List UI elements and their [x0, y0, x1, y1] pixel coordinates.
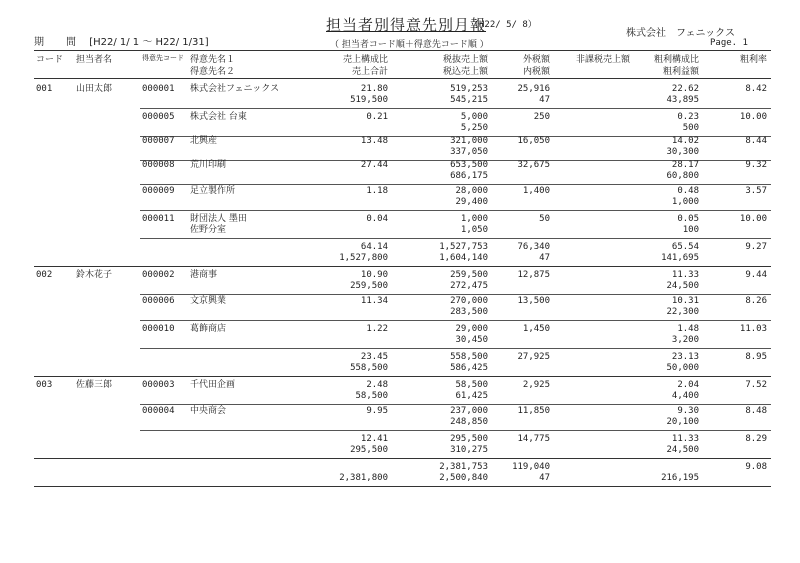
period-label: 期 間: [34, 37, 82, 48]
row-profit-ratio: 1.48: [677, 324, 699, 334]
col-header-ratio1: 売上構成比: [342, 55, 388, 65]
row-profit-rate: 10.00: [739, 112, 767, 122]
row-profit-ratio: 11.33: [671, 270, 699, 280]
subtotal-gross-profit: 50,000: [666, 363, 699, 373]
row-gross-sales: 283,500: [450, 307, 488, 317]
row-gross-profit: 1,000: [671, 197, 699, 207]
row-external-tax: 25,916: [517, 84, 550, 94]
row-gross-profit: 4,400: [671, 391, 699, 401]
row-external-tax: 1,400: [522, 186, 550, 196]
col-header-net2: 税込売上額: [442, 67, 488, 77]
row-profit-ratio: 22.62: [671, 84, 699, 94]
col-header-cost1: 粗利構成比: [653, 55, 699, 65]
customer-code: 000002: [142, 270, 175, 280]
customer-code: 000007: [142, 136, 175, 146]
header-top-rule: [34, 50, 771, 51]
row-divider: [140, 210, 771, 211]
row-net-sales: 1,000: [460, 214, 488, 224]
col-header-cust-name1: 得意先名１: [190, 55, 236, 65]
grand-total-net-sales: 2,381,753: [439, 462, 488, 472]
row-gross-profit: 20,100: [666, 417, 699, 427]
row-ratio: 11.34: [360, 296, 388, 306]
group-divider: [34, 376, 771, 377]
row-divider: [140, 348, 771, 349]
subtotal-net-sales: 1,527,753: [439, 242, 488, 252]
row-gross-profit: 43,895: [666, 95, 699, 105]
customer-code: 000003: [142, 380, 175, 390]
row-external-tax: 250: [533, 112, 550, 122]
row-divider: [140, 238, 771, 239]
col-header-ext2: 内税額: [522, 67, 550, 77]
row-ratio: 10.90: [360, 270, 388, 280]
customer-name: 葛飾商店: [190, 324, 227, 334]
subtotal-gross-sales: 1,604,140: [439, 253, 488, 263]
col-header-nontax: 非課税売上額: [575, 55, 630, 65]
col-header-staff: 担当者名: [76, 55, 113, 65]
subtotal-sales-total: 1,527,800: [339, 253, 388, 263]
row-divider: [140, 404, 771, 405]
row-external-tax: 50: [539, 214, 550, 224]
row-net-sales: 58,500: [455, 380, 488, 390]
period-range: [34, 33, 209, 48]
row-external-tax: 12,875: [517, 270, 550, 280]
subtotal-profit-rate: 8.29: [745, 434, 767, 444]
subtotal-external-tax: 76,340: [517, 242, 550, 252]
customer-name: 荒川印刷: [190, 160, 227, 170]
row-gross-profit: 500: [682, 123, 699, 133]
col-header-code: コード: [36, 55, 64, 65]
grand-total-external-tax: 119,040: [512, 462, 550, 472]
header-bottom-rule: [34, 78, 771, 79]
subtotal-sales-total: 558,500: [350, 363, 388, 373]
row-divider: [140, 430, 771, 431]
row-net-sales: 519,253: [450, 84, 488, 94]
row-profit-rate: 8.48: [745, 406, 767, 416]
row-profit-rate: 8.42: [745, 84, 767, 94]
row-ratio: 21.80: [360, 84, 388, 94]
customer-name: 財団法人 墨田: [190, 214, 247, 224]
customer-name: 文京興業: [190, 296, 227, 306]
row-internal-tax: 47: [539, 95, 550, 105]
subtotal-ratio: 23.45: [360, 352, 388, 362]
subtotal-net-sales: 558,500: [450, 352, 488, 362]
col-header-net1: 税抜売上額: [442, 55, 488, 65]
row-profit-ratio: 28.17: [671, 160, 699, 170]
grand-total-profit-rate: 9.08: [745, 462, 767, 472]
row-ratio: 1.22: [366, 324, 388, 334]
col-header-cost2: 粗利益額: [662, 67, 699, 77]
customer-code: 000010: [142, 324, 175, 334]
staff-code: 002: [36, 270, 53, 280]
customer-name: 港商事: [190, 270, 218, 280]
report-title: 担当者別得意先別月報: [326, 16, 487, 34]
row-divider: [140, 108, 771, 109]
row-ratio: 1.18: [366, 186, 388, 196]
subtotal-external-tax: 27,925: [517, 352, 550, 362]
row-gross-sales: 1,050: [460, 225, 488, 235]
col-header-rate: 粗利率: [739, 55, 767, 65]
subtotal-gross-sales: 310,275: [450, 445, 488, 455]
row-net-sales: 653,500: [450, 160, 488, 170]
customer-name: 足立製作所: [190, 186, 236, 196]
row-divider: [140, 320, 771, 321]
customer-name: 株式会社 台東: [190, 112, 247, 122]
subtotal-external-tax: 14,775: [517, 434, 550, 444]
subtotal-internal-tax: 47: [539, 253, 550, 263]
row-profit-rate: 10.00: [739, 214, 767, 224]
col-header-ratio2: 売上合計: [351, 67, 388, 77]
row-profit-ratio: 9.30: [677, 406, 699, 416]
row-profit-rate: 11.03: [739, 324, 767, 334]
row-sales-total: 259,500: [350, 281, 388, 291]
row-divider: [140, 294, 771, 295]
grand-total-gross-sales: 2,500,840: [439, 473, 488, 483]
group-divider: [34, 458, 771, 459]
row-external-tax: 2,925: [522, 380, 550, 390]
row-profit-ratio: 14.02: [671, 136, 699, 146]
row-gross-sales: 248,850: [450, 417, 488, 427]
row-ratio: 13.48: [360, 136, 388, 146]
customer-name: 中央商会: [190, 406, 227, 416]
row-divider: [140, 184, 771, 185]
row-sales-total: 519,500: [350, 95, 388, 105]
row-gross-profit: 100: [682, 225, 699, 235]
row-gross-sales: 5,250: [460, 123, 488, 133]
col-header-cust-code: 得意先コード: [142, 54, 184, 62]
group-divider: [34, 266, 771, 267]
row-ratio: 9.95: [366, 406, 388, 416]
row-profit-rate: 7.52: [745, 380, 767, 390]
period-value: [H22/ 1/ 1 ～ H22/ 1/31]: [89, 37, 209, 48]
row-profit-ratio: 0.23: [677, 112, 699, 122]
row-ratio: 27.44: [360, 160, 388, 170]
customer-name: 株式会社フェニックス: [190, 84, 280, 94]
row-ratio: 0.04: [366, 214, 388, 224]
customer-code: 000001: [142, 84, 175, 94]
row-profit-rate: 9.32: [745, 160, 767, 170]
row-external-tax: 32,675: [517, 160, 550, 170]
row-profit-rate: 8.44: [745, 136, 767, 146]
customer-code: 000004: [142, 406, 175, 416]
row-profit-ratio: 10.31: [671, 296, 699, 306]
subtotal-gross-profit: 141,695: [661, 253, 699, 263]
subtotal-gross-sales: 586,425: [450, 363, 488, 373]
subtotal-ratio: 64.14: [360, 242, 388, 252]
row-net-sales: 321,000: [450, 136, 488, 146]
row-sales-total: 58,500: [355, 391, 388, 401]
row-net-sales: 259,500: [450, 270, 488, 280]
grand-total-rule: [34, 486, 771, 487]
grand-total-sales-total: 2,381,800: [339, 473, 388, 483]
row-external-tax: 1,450: [522, 324, 550, 334]
subtotal-profit-ratio: 23.13: [671, 352, 699, 362]
row-gross-profit: 30,300: [666, 147, 699, 157]
row-profit-ratio: 0.48: [677, 186, 699, 196]
grand-total-internal-tax: 47: [539, 473, 550, 483]
subtotal-profit-rate: 9.27: [745, 242, 767, 252]
row-ratio: 2.48: [366, 380, 388, 390]
row-gross-profit: 60,800: [666, 171, 699, 181]
subtotal-gross-profit: 24,500: [666, 445, 699, 455]
row-gross-profit: 22,300: [666, 307, 699, 317]
customer-code: 000006: [142, 296, 175, 306]
staff-name: 鈴木花子: [76, 270, 113, 280]
customer-name: 千代田企画: [190, 380, 236, 390]
row-net-sales: 5,000: [460, 112, 488, 122]
report-date: （H22/ 5/ 8）: [470, 20, 537, 30]
subtotal-profit-ratio: 65.54: [671, 242, 699, 252]
subtotal-profit-rate: 8.95: [745, 352, 767, 362]
row-external-tax: 16,050: [517, 136, 550, 146]
page-number: Page. 1: [710, 38, 748, 48]
subtotal-ratio: 12.41: [360, 434, 388, 444]
row-gross-sales: 272,475: [450, 281, 488, 291]
company-name: 株式会社 フェニックス: [626, 28, 735, 39]
row-net-sales: 270,000: [450, 296, 488, 306]
customer-name2: 佐野分室: [190, 225, 227, 235]
row-gross-sales: 545,215: [450, 95, 488, 105]
row-net-sales: 28,000: [455, 186, 488, 196]
subtotal-sales-total: 295,500: [350, 445, 388, 455]
row-profit-rate: 9.44: [745, 270, 767, 280]
row-ratio: 0.21: [366, 112, 388, 122]
col-header-cust-name2: 得意先名２: [190, 67, 236, 77]
row-gross-sales: 29,400: [455, 197, 488, 207]
row-gross-sales: 337,050: [450, 147, 488, 157]
sort-order: （ 担当者コード順＋得意先コード順 ）: [330, 40, 489, 50]
staff-code: 001: [36, 84, 53, 94]
row-gross-profit: 24,500: [666, 281, 699, 291]
row-external-tax: 11,850: [517, 406, 550, 416]
staff-name: 山田太郎: [76, 84, 113, 94]
row-profit-ratio: 0.05: [677, 214, 699, 224]
row-profit-ratio: 2.04: [677, 380, 699, 390]
row-net-sales: 29,000: [455, 324, 488, 334]
row-profit-rate: 8.26: [745, 296, 767, 306]
row-net-sales: 237,000: [450, 406, 488, 416]
row-gross-profit: 3,200: [671, 335, 699, 345]
customer-code: 000011: [142, 214, 175, 224]
customer-code: 000005: [142, 112, 175, 122]
row-gross-sales: 61,425: [455, 391, 488, 401]
customer-name: 北興産: [190, 136, 218, 146]
row-external-tax: 13,500: [517, 296, 550, 306]
customer-code: 000008: [142, 160, 175, 170]
subtotal-net-sales: 295,500: [450, 434, 488, 444]
staff-code: 003: [36, 380, 53, 390]
staff-name: 佐藤三郎: [76, 380, 113, 390]
row-gross-sales: 686,175: [450, 171, 488, 181]
customer-code: 000009: [142, 186, 175, 196]
col-header-ext1: 外税額: [522, 55, 550, 65]
grand-total-gross-profit: 216,195: [661, 473, 699, 483]
row-profit-rate: 3.57: [745, 186, 767, 196]
row-gross-sales: 30,450: [455, 335, 488, 345]
subtotal-profit-ratio: 11.33: [671, 434, 699, 444]
